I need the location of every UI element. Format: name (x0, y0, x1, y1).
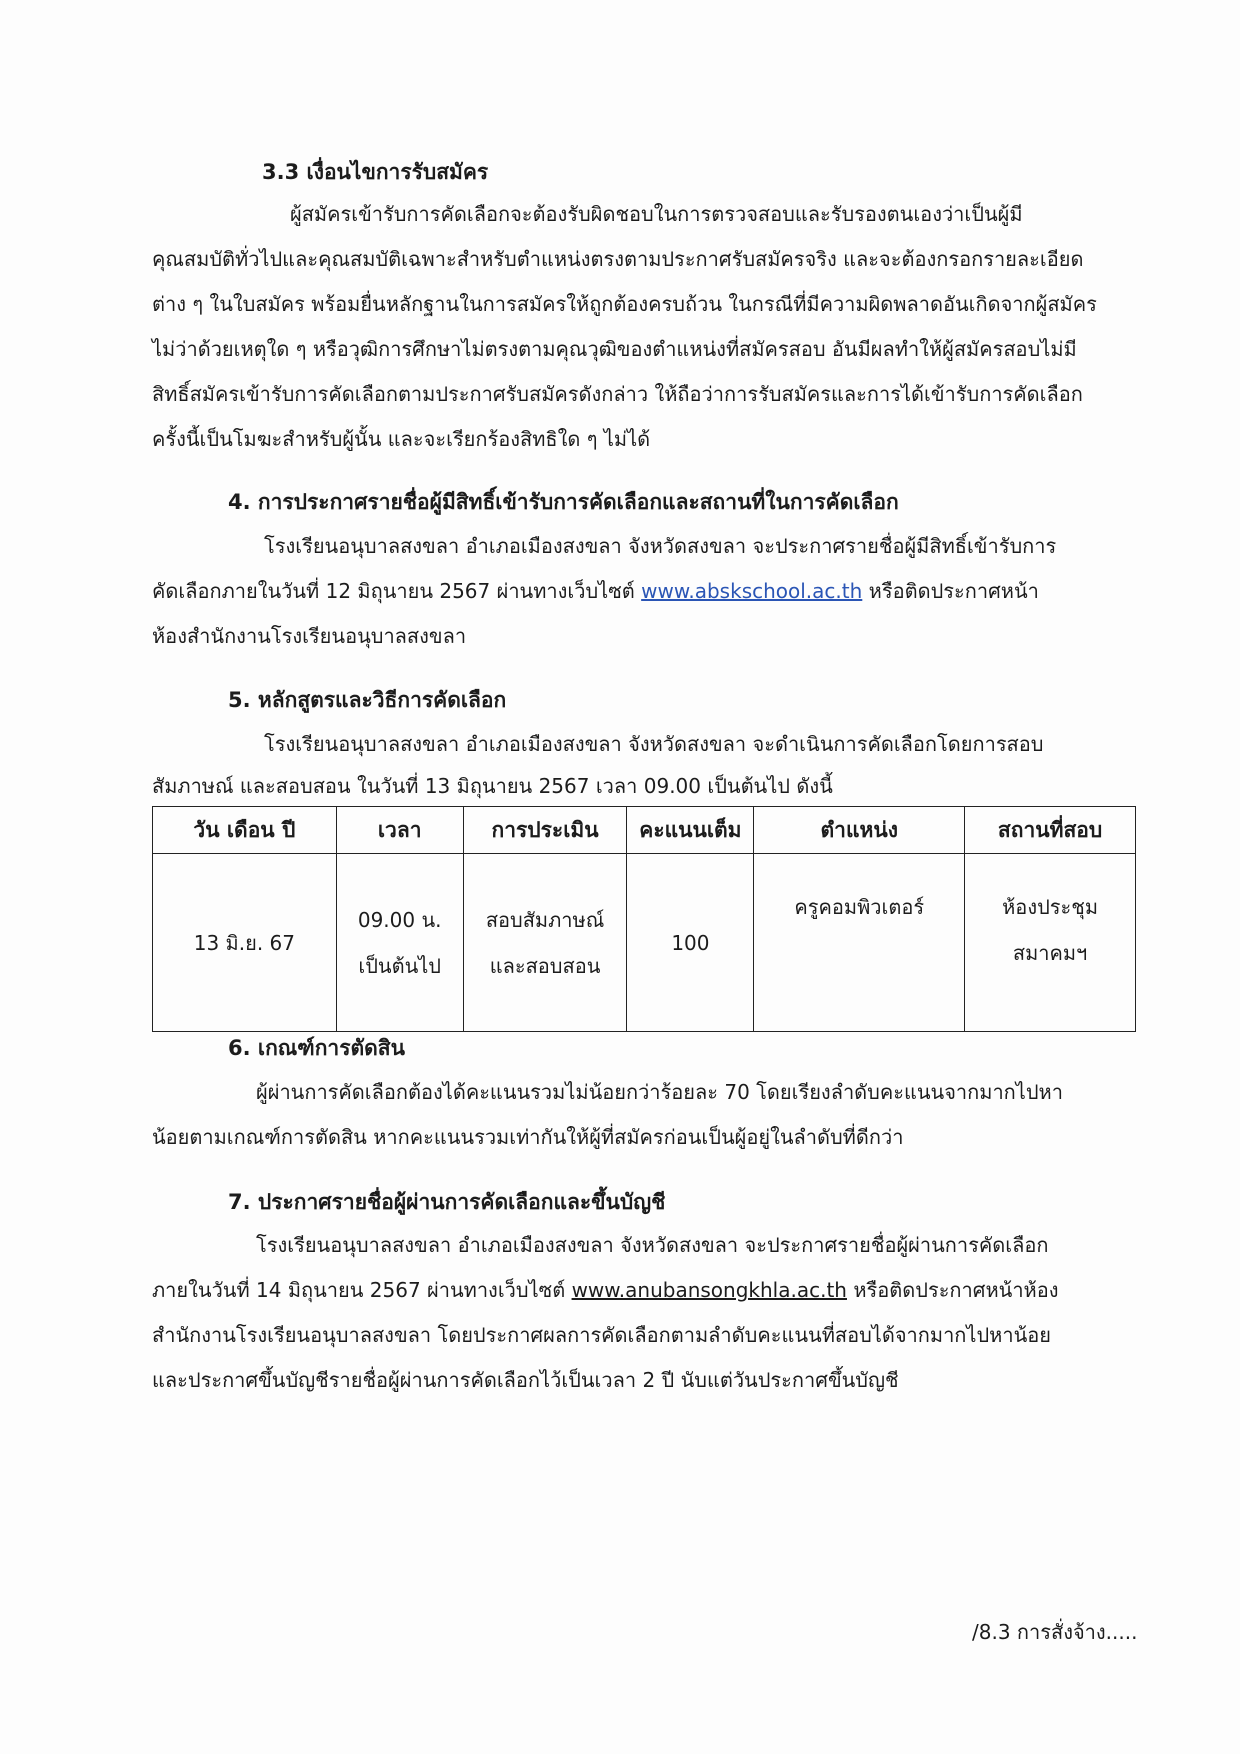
section-5-heading: 5. หลักสูตรและวิธีการคัดเลือก (228, 688, 507, 712)
website-link[interactable]: www.anubansongkhla.ac.th (571, 1278, 847, 1302)
section-4-heading: 4. การประกาศรายชื่อผู้มีสิทธิ์เข้ารับการคัดเลือกและสถานที่ในการคัดเลือก (228, 490, 899, 514)
evaluation-line: และสอบสอน (489, 953, 601, 978)
section-3-3-heading: 3.3 เงื่อนไขการรับสมัคร (262, 160, 489, 184)
section-3-3-line: ผู้สมัครเข้ารับการคัดเลือกจะต้องรับผิดชอบในการตรวจสอบและรับรองตนเองว่าเป็นผู้มี (290, 202, 1023, 226)
section-7-line: โรงเรียนอนุบาลสงขลา อำเภอเมืองสงขลา จังหวัดสงขลา จะประกาศรายชื่อผู้ผ่านการคัดเลือก (256, 1233, 1049, 1257)
page-continuation-note: /8.3 การสั่งจ้าง..... (972, 1620, 1138, 1644)
section-7-line: และประกาศขึ้นบัญชีรายชื่อผู้ผ่านการคัดเลือกไว้เป็นเวลา 2 ปี นับแต่วันประกาศขึ้นบัญชี (152, 1368, 899, 1392)
section-7-line-text: หรือติดประกาศหน้าห้อง (846, 1278, 1059, 1302)
table-cell-position (754, 854, 965, 1032)
section-7-line: สำนักงานโรงเรียนอนุบาลสงขลา โดยประกาศผลการคัดเลือกตามลำดับคะแนนที่สอบได้จากมากไปหาน้อย (152, 1323, 1051, 1347)
time-line: 09.00 น. (357, 907, 442, 932)
time-line: เป็นต้นไป (358, 953, 441, 978)
section-7-line (152, 1274, 1059, 1306)
section-4-line (152, 575, 1039, 607)
table-header: วัน เดือน ปี (153, 807, 337, 854)
table-header-row (153, 807, 1136, 854)
section-3-3-line: ครั้งนี้เป็นโมฆะสำหรับผู้นั้น และจะเรียกร้องสิทธิใด ๆ ไม่ได้ (152, 427, 651, 451)
website-link[interactable]: www.abskschool.ac.th (641, 579, 863, 603)
table-header: คะแนนเต็ม (627, 807, 754, 854)
table-header: การประเมิน (463, 807, 627, 854)
schedule-table (152, 806, 1136, 1032)
section-3-3-line: สิทธิ์สมัครเข้ารับการคัดเลือกตามประกาศรับสมัครดังกล่าว ให้ถือว่าการรับสมัครและการได้เข้ารับการคัดเลือก (152, 382, 1083, 406)
section-5-line: สัมภาษณ์ และสอบสอน ในวันที่ 13 มิถุนายน 2567 เวลา 09.00 เป็นต้นไป ดังนี้ (152, 774, 833, 798)
table-header: ตำแหน่ง (754, 807, 965, 854)
section-4-line-text: หรือติดประกาศหน้า (862, 579, 1039, 603)
section-3-3-line: คุณสมบัติทั่วไปและคุณสมบัติเฉพาะสำหรับตำแหน่งตรงตามประกาศรับสมัครจริง และจะต้องกรอกรายละเอียด (152, 247, 1084, 271)
section-3-3-line: ไม่ว่าด้วยเหตุใด ๆ หรือวุฒิการศึกษาไม่ตรงตามคุณวุฒิของตำแหน่งที่สมัครสอบ อันมีผลทำให้ผู้สมัครสอบไม่มี (152, 337, 1077, 361)
section-4-line: ห้องสำนักงานโรงเรียนอนุบาลสงขลา (152, 624, 467, 648)
section-7-line-text: ภายในวันที่ 14 มิถุนายน 2567 ผ่านทางเว็บไซต์ (152, 1278, 572, 1302)
section-5-line: โรงเรียนอนุบาลสงขลา อำเภอเมืองสงขลา จังหวัดสงขลา จะดำเนินการคัดเลือกโดยการสอบ (264, 732, 1044, 756)
position-text: ครูคอมพิวเตอร์ (794, 895, 925, 919)
table-header: สถานที่สอบ (965, 807, 1136, 854)
table-cell-score: 100 (627, 854, 754, 1032)
table-cell-date: 13 มิ.ย. 67 (153, 854, 337, 1032)
place-line: สมาคมฯ (1012, 941, 1088, 965)
table-header: เวลา (336, 807, 463, 854)
table-cell-time (336, 854, 463, 1032)
section-6-heading: 6. เกณฑ์การตัดสิน (228, 1036, 405, 1060)
table-cell-evaluation (463, 854, 627, 1032)
section-7-heading: 7. ประกาศรายชื่อผู้ผ่านการคัดเลือกและขึ้นบัญชี (228, 1190, 666, 1214)
table-cell-place (965, 854, 1136, 1032)
section-6-line: ผู้ผ่านการคัดเลือกต้องได้คะแนนรวมไม่น้อยกว่าร้อยละ 70 โดยเรียงลำดับคะแนนจากมากไปหา (256, 1080, 1063, 1104)
section-3-3-line: ต่าง ๆ ในใบสมัคร พร้อมยื่นหลักฐานในการสมัครให้ถูกต้องครบถ้วน ในกรณีที่มีความผิดพลาดอันเกิดจากผู้สมัคร (152, 292, 1097, 316)
section-6-line: น้อยตามเกณฑ์การตัดสิน หากคะแนนรวมเท่ากันให้ผู้ที่สมัครก่อนเป็นผู้อยู่ในลำดับที่ดีกว่า (152, 1125, 904, 1149)
section-4-line: โรงเรียนอนุบาลสงขลา อำเภอเมืองสงขลา จังหวัดสงขลา จะประกาศรายชื่อผู้มีสิทธิ์เข้ารับการ (264, 534, 1057, 558)
evaluation-line: สอบสัมภาษณ์ (485, 907, 605, 932)
section-4-line-text: คัดเลือกภายในวันที่ 12 มิถุนายน 2567 ผ่านทางเว็บไซต์ (152, 579, 642, 603)
table-row (153, 854, 1136, 1032)
place-line: ห้องประชุม (1002, 895, 1099, 919)
